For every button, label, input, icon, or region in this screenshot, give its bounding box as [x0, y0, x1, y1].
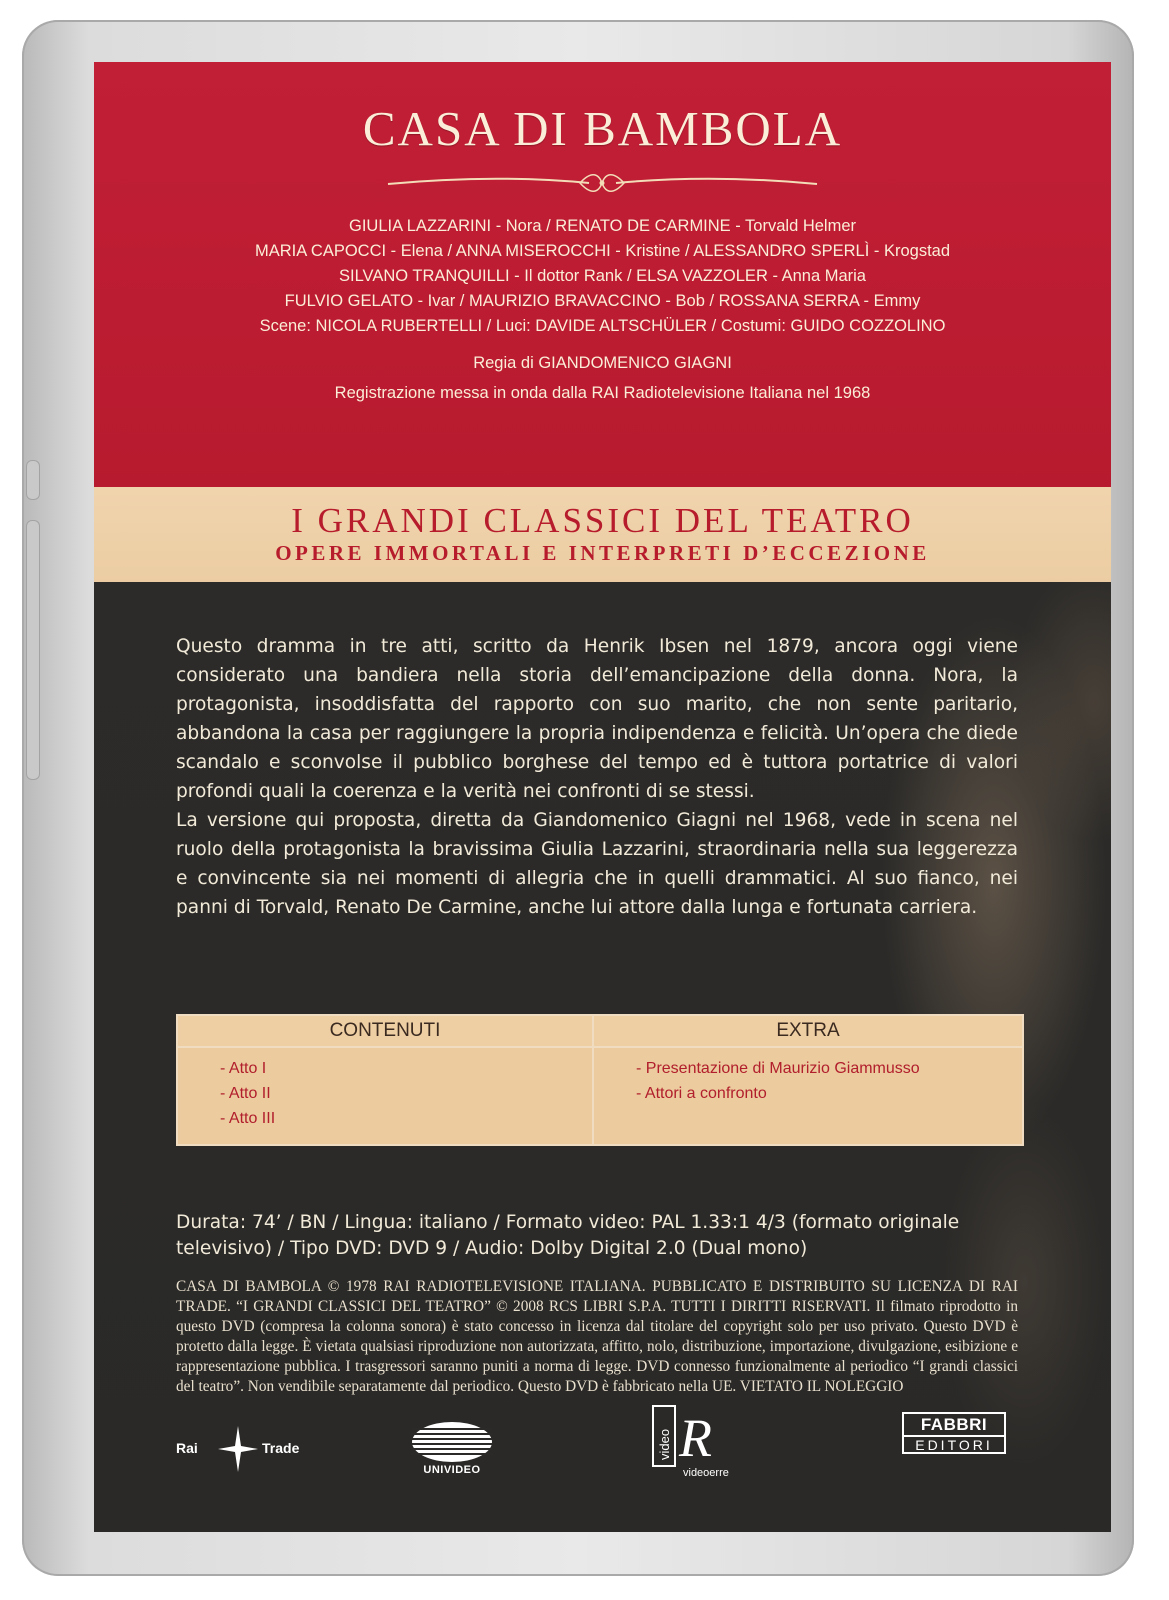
fabbri-editori-logo	[902, 1412, 1012, 1472]
description-paragraph: La versione qui proposta, diretta da Giandomenico Giagni nel 1968, vede in scena nel ruolo della protagonista la bravissima Giulia Lazzarini, straordinaria nella sua leggerezza e convincente sia nei momenti di allegria che in quelli drammatici. Al suo fianco, nei panni di Torvald, Renato De Carmine, anche lui attore dalla lunga e fortunata carriera.	[176, 810, 1018, 918]
contents-header: CONTENUTI	[178, 1016, 592, 1048]
rai-trade-logo	[176, 1432, 316, 1472]
fabbri-box	[902, 1412, 1006, 1454]
univideo-text: UNIVIDEO	[423, 1464, 481, 1476]
case-hinge	[26, 460, 40, 500]
contents-column	[178, 1016, 594, 1144]
rai-logo-text: Rai	[176, 1440, 198, 1456]
editori-text: EDITORI	[904, 1435, 1004, 1453]
extra-column	[594, 1016, 1022, 1144]
credit-line: Scene: NICOLA RUBERTELLI / Luci: DAVIDE ALTSCHÜLER / Costumi: GUIDO COZZOLINO	[259, 317, 946, 335]
videoerre-text: videoerre	[683, 1467, 729, 1479]
dvd-back-cover	[94, 62, 1111, 1532]
trade-logo-text: Trade	[262, 1440, 300, 1456]
title-panel	[94, 62, 1111, 487]
list-item: - Atto II	[220, 1085, 271, 1102]
technical-specs: Durata: 74’ / BN / Lingua: italiano / Formato video: PAL 1.33:1 4/3 (formato originale televisivo) / Tipo DVD: DVD 9 / Audio: Dolby Digital 2.0 (Dual mono)	[176, 1212, 960, 1259]
director-credit: Regia di GIANDOMENICO GIAGNI	[473, 354, 732, 372]
series-tagline: OPERE IMMORTALI E INTERPRETI D’ECCEZIONE	[275, 541, 930, 565]
contents-table	[176, 1014, 1024, 1146]
videoerre-r-icon	[649, 1404, 739, 1468]
list-item: - Atto III	[220, 1110, 276, 1127]
extra-header: EXTRA	[594, 1016, 1022, 1048]
extra-list	[594, 1048, 1022, 1106]
info-panel	[94, 582, 1111, 1532]
page-title: CASA DI BAMBOLA	[362, 101, 843, 156]
series-name: I GRANDI CLASSICI DEL TEATRO	[291, 501, 914, 540]
univideo-globe-icon	[407, 1420, 497, 1464]
videoerre-side-text: video	[657, 1428, 672, 1460]
univideo-logo	[407, 1420, 497, 1480]
description-paragraph: Questo dramma in tre atti, scritto da Henrik Ibsen nel 1879, ancora oggi viene considerato una bandiera nella storia dell’emancipazione della donna. Nora, la protagonista, insoddisfatta del rapporto con suo marito, che non sente paritario, abbandona la casa per raggiungere la propria indipendenza e felicità. Un’opera che diede scandalo e sconvolse il pubblico borghese del tempo ed è tuttora portatrice di valori profondi quali la coerenza e la verità nei confronti di se stessi.	[176, 636, 1018, 802]
credit-line: FULVIO GELATO - Ivar / MAURIZIO BRAVACCINO - Bob / ROSSANA SERRA - Emmy	[284, 292, 921, 310]
list-item: - Presentazione di Maurizio Giammusso	[636, 1060, 920, 1077]
cast-credits	[94, 214, 1111, 406]
legal-notice: CASA DI BAMBOLA © 1978 RAI RADIOTELEVISIONE ITALIANA. PUBBLICATO E DISTRIBUITO SU LICENZA DI RAI TRADE. “I GRANDI CLASSICI DEL TEATRO” © 2008 RCS LIBRI S.P.A. TUTTI I DIRITTI RISERVATI. Il filmato riprodotto in questo DVD (compresa la colonna sonora) è stato concesso in licenza dal titolare del copyright solo per uso privato. Questo DVD è protetto dalla legge. È vietata qualsiasi riproduzione non autorizzata, affitto, nolo, distribuzione, importazione, divulgazione, esibizione e rappresentazione pubblica. I trasgressori saranno puniti a norma di legge. DVD connesso funzionalmente al periodico “I grandi classici del teatro”. Non vendibile separatamente dal periodico. Questo DVD è fabbricato nella UE. VIETATO IL NOLEGGIO	[176, 1278, 1018, 1395]
description	[176, 632, 1018, 922]
list-item: - Atto I	[220, 1060, 267, 1077]
credit-line: GIULIA LAZZARINI - Nora / RENATO DE CARMINE - Torvald Helmer	[348, 217, 857, 235]
fabbri-text: FABBRI	[920, 1415, 988, 1434]
svg-text:R: R	[679, 1408, 712, 1468]
credit-line: SILVANO TRANQUILLI - Il dottor Rank / ELSA VAZZOLER - Anna Maria	[339, 267, 866, 285]
ornament-divider	[384, 170, 821, 196]
broadcast-note: Registrazione messa in onda dalla RAI Radiotelevisione Italiana nel 1968	[334, 384, 871, 402]
case-hinge	[26, 520, 40, 780]
series-band	[94, 487, 1111, 582]
contents-list	[178, 1048, 592, 1131]
credit-line: MARIA CAPOCCI - Elena / ANNA MISEROCCHI - Kristine / ALESSANDRO SPERLÌ - Krogstad	[254, 242, 951, 260]
rai-star-icon	[216, 1424, 260, 1474]
list-item: - Attori a confronto	[636, 1085, 767, 1102]
videoerre-logo	[649, 1404, 739, 1484]
